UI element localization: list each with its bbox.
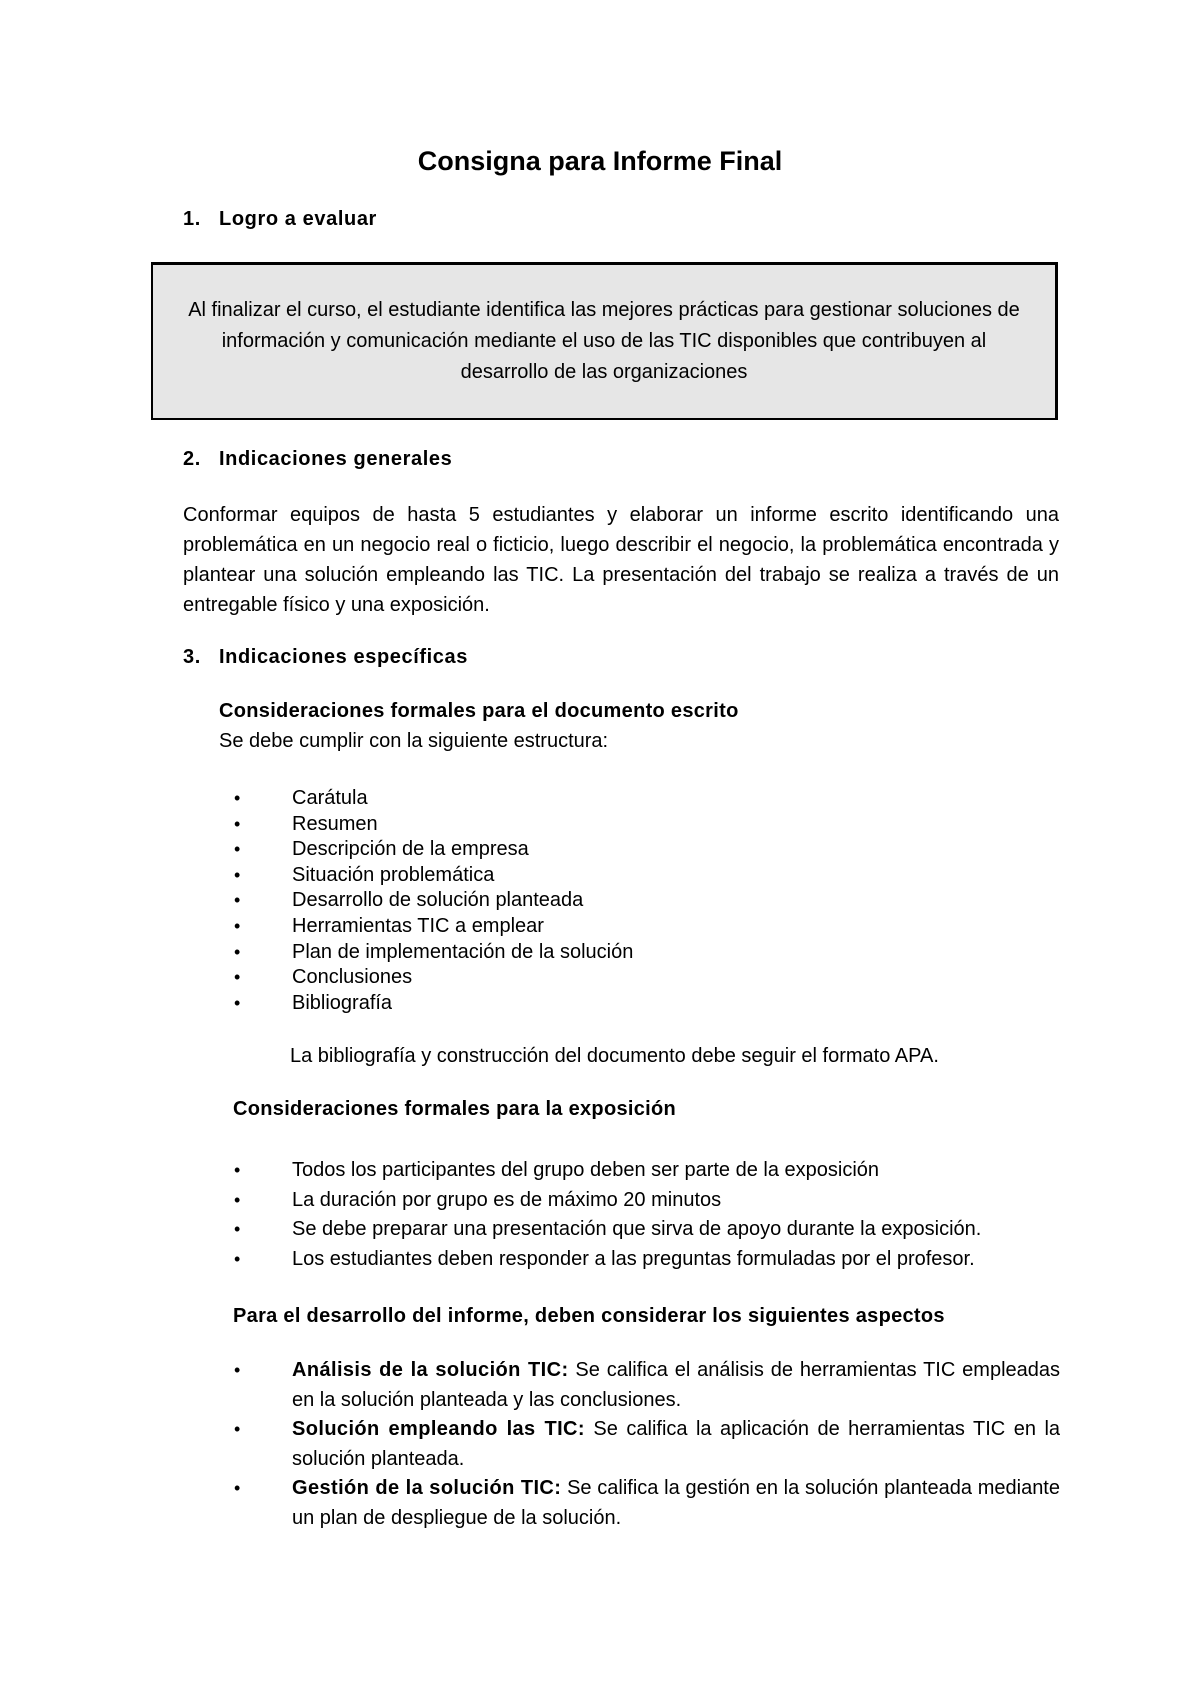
list-item-text: Se debe preparar una presentación que sirva de apoyo durante la exposición. bbox=[292, 1218, 982, 1240]
section-3-number: 3. bbox=[183, 646, 201, 668]
documento-heading: Consideraciones formales para el documento escrito bbox=[219, 700, 739, 722]
exposition-list bbox=[230, 1156, 981, 1274]
documento-intro: Se debe cumplir con la siguiente estructura: bbox=[219, 730, 609, 752]
list-item-text: Todos los participantes del grupo deben ser parte de la exposición bbox=[292, 1159, 880, 1181]
list-item bbox=[230, 991, 633, 1017]
list-item-text: Herramientas TIC a emplear bbox=[292, 914, 544, 937]
bullet-icon: • bbox=[234, 1360, 241, 1380]
list-item-text: Plan de implementación de la solución bbox=[292, 940, 634, 963]
aspectos-heading: Para el desarrollo del informe, deben considerar los siguientes aspectos bbox=[233, 1305, 945, 1327]
section-1-heading bbox=[183, 208, 377, 231]
bullet-icon: • bbox=[234, 992, 241, 1013]
list-item-text: Descripción de la empresa bbox=[292, 838, 529, 861]
structure-list bbox=[230, 786, 633, 1016]
logro-text: Al finalizar el curso, el estudiante identifica las mejores prácticas para gestionar soluciones de información y comunicación mediante el uso de las TIC disponibles que contribuyen al desarrollo de las organizaciones bbox=[188, 299, 1020, 383]
section-2-heading bbox=[183, 448, 452, 471]
bullet-icon: • bbox=[234, 1419, 241, 1439]
list-item bbox=[230, 863, 633, 889]
list-item bbox=[230, 914, 633, 940]
bullet-icon: • bbox=[234, 1189, 241, 1210]
list-item bbox=[230, 1415, 1060, 1474]
aspects-list bbox=[230, 1356, 1060, 1533]
list-item-text: Bibliografía bbox=[292, 991, 393, 1014]
list-item-text: Los estudiantes deben responder a las preguntas formuladas por el profesor. bbox=[292, 1247, 975, 1270]
aspect-text: Se califica la aplicación de herramientas TIC en la solución planteada. bbox=[292, 1418, 1061, 1470]
section-3-heading bbox=[183, 646, 468, 669]
list-item bbox=[230, 1474, 1060, 1533]
list-item-text: Situación problemática bbox=[292, 863, 495, 886]
list-item bbox=[230, 888, 633, 914]
list-item bbox=[230, 1215, 981, 1245]
list-item bbox=[230, 812, 633, 838]
bullet-icon: • bbox=[234, 1478, 241, 1498]
list-item-text: Resumen bbox=[292, 812, 378, 835]
aspect-label: Análisis de la solución TIC: bbox=[292, 1359, 569, 1381]
bullet-icon: • bbox=[234, 1160, 241, 1180]
aspect-label: Solución empleando las TIC: bbox=[292, 1418, 585, 1440]
bullet-icon: • bbox=[234, 967, 241, 988]
section-2-paragraph: Conformar equipos de hasta 5 estudiantes y elaborar un informe escrito identificando una problemática en un negocio real o ficticio, luego describir el negocio, la problemática encontrada y plantear una solución empleando las TIC. La presentación del trabajo se realiza a través de un entregable físico y una exposición. bbox=[183, 504, 1059, 616]
list-item bbox=[230, 940, 633, 966]
aspect-label: Gestión de la solución TIC: bbox=[292, 1477, 562, 1499]
bullet-icon: • bbox=[234, 890, 241, 911]
section-1-title: Logro a evaluar bbox=[219, 208, 377, 230]
list-item-text: Carátula bbox=[292, 787, 368, 809]
list-item-text: La duración por grupo es de máximo 20 minutos bbox=[292, 1188, 722, 1211]
list-item bbox=[230, 1245, 981, 1275]
list-item bbox=[230, 786, 633, 812]
bullet-icon: • bbox=[234, 1219, 241, 1239]
apa-note: La bibliografía y construcción del documento debe seguir el formato APA. bbox=[290, 1045, 939, 1067]
document-title: Consigna para Informe Final bbox=[417, 146, 783, 176]
bullet-icon: • bbox=[234, 864, 241, 885]
bullet-icon: • bbox=[234, 788, 241, 808]
section-2-number: 2. bbox=[183, 448, 201, 470]
list-item-text: Desarrollo de solución planteada bbox=[292, 889, 584, 912]
aspect-text: Se califica la gestión en la solución planteada mediante un plan de despliegue de la solución. bbox=[292, 1477, 1060, 1529]
list-item bbox=[230, 1186, 981, 1216]
bullet-icon: • bbox=[234, 941, 241, 962]
section-1-number: 1. bbox=[183, 208, 201, 230]
list-item bbox=[230, 1156, 981, 1186]
bullet-icon: • bbox=[234, 915, 241, 936]
aspect-text: Se califica el análisis de herramientas TIC empleadas en la solución planteada y las conclusiones. bbox=[292, 1359, 1061, 1411]
bullet-icon: • bbox=[234, 1248, 241, 1269]
list-item-text: Conclusiones bbox=[292, 966, 413, 989]
bullet-icon: • bbox=[234, 813, 241, 834]
list-item bbox=[230, 837, 633, 863]
logro-box bbox=[151, 262, 1058, 420]
list-item bbox=[230, 965, 633, 991]
exposicion-heading: Consideraciones formales para la exposición bbox=[233, 1098, 677, 1120]
section-3-title: Indicaciones específicas bbox=[219, 646, 468, 668]
section-2-title: Indicaciones generales bbox=[219, 448, 453, 470]
bullet-icon: • bbox=[234, 839, 241, 860]
list-item bbox=[230, 1356, 1060, 1415]
